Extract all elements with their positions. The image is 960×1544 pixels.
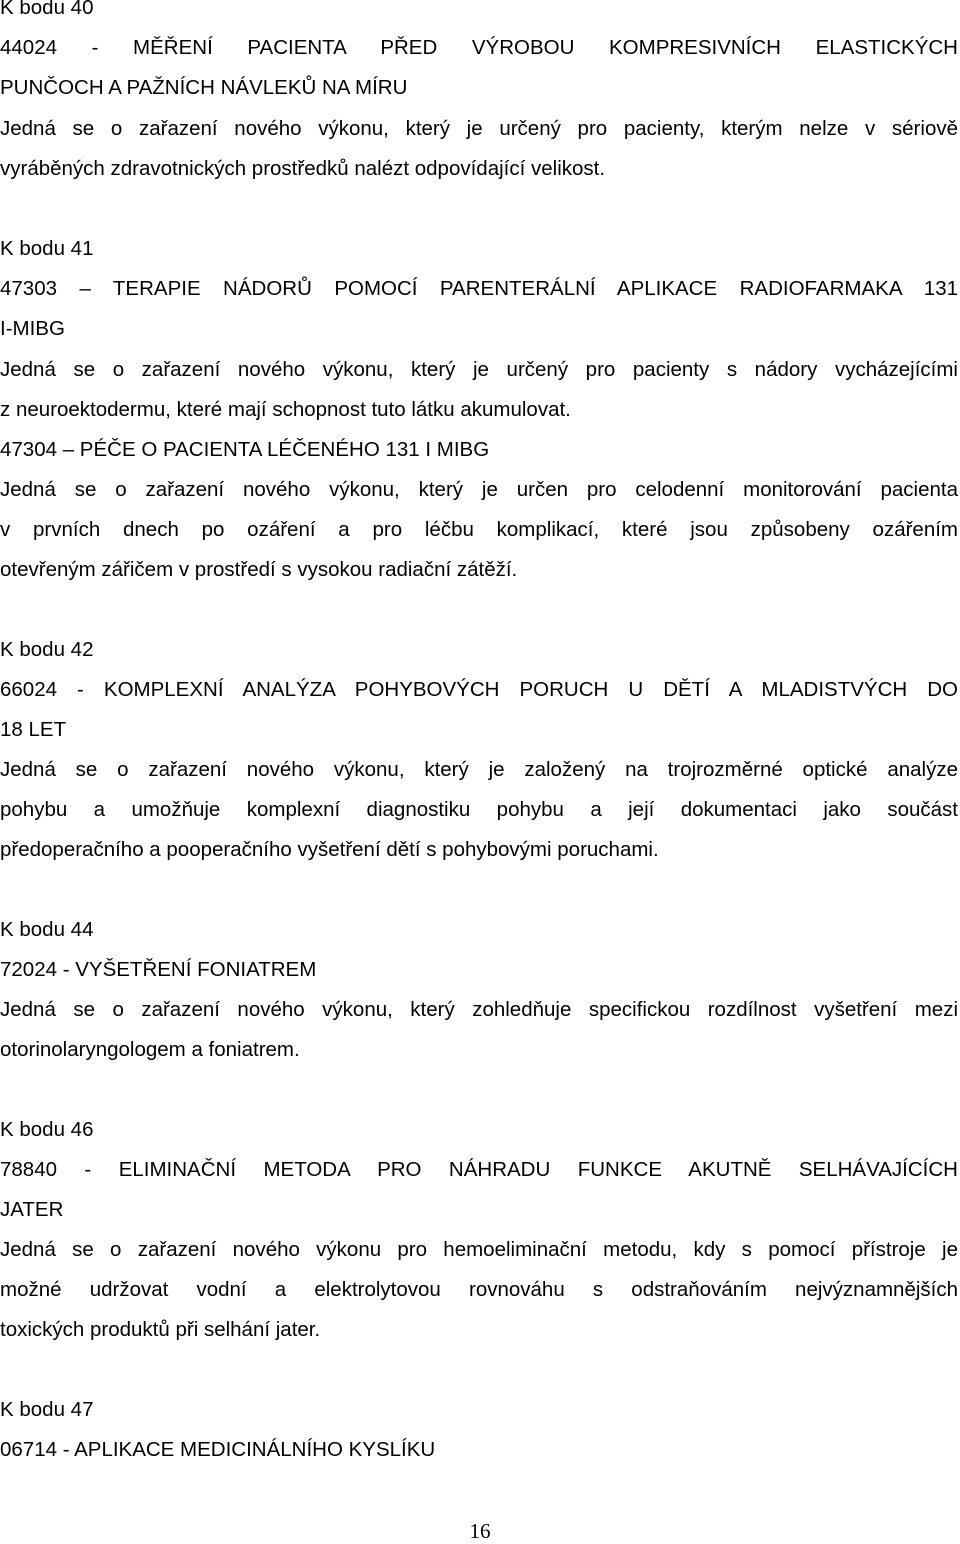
description-text: v prvních dnech po ozáření a pro léčbu komplikací, které jsou způsobeny ozářením	[0, 518, 958, 541]
procedure-title: JATER	[0, 1198, 64, 1221]
description-text: předoperačního a pooperačního vyšetření dětí s pohybovými poruchami.	[0, 838, 659, 861]
section-heading: K bodu 47	[0, 1398, 94, 1421]
description-text: Jedná se o zařazení nového výkonu pro hemoeliminační metodu, kdy s pomocí přístroje je	[0, 1238, 958, 1261]
description-text: toxických produktů při selhání jater.	[0, 1318, 321, 1341]
procedure-title: 66024 - KOMPLEXNÍ ANALÝZA POHYBOVÝCH PORUCH U DĚTÍ A MLADISTVÝCH DO	[0, 678, 958, 701]
section-heading: K bodu 41	[0, 237, 94, 260]
section-heading: K bodu 44	[0, 918, 94, 941]
description-text: otevřeným zářičem v prostředí s vysokou radiační zátěží.	[0, 558, 518, 581]
procedure-title: 18 LET	[0, 718, 67, 741]
section-heading: K bodu 46	[0, 1118, 94, 1141]
description-text: možné udržovat vodní a elektrolytovou rovnováhu s odstraňováním nejvýznamnějších	[0, 1278, 958, 1301]
procedure-title: 47304 – PÉČE O PACIENTA LÉČENÉHO 131 I MIBG	[0, 438, 490, 461]
description-text: Jedná se o zařazení nového výkonu, který je určený pro pacienty s nádory vycházejícími	[0, 358, 958, 381]
description-text: z neuroektodermu, které mají schopnost tuto látku akumulovat.	[0, 398, 571, 421]
section-heading: K bodu 42	[0, 638, 94, 661]
procedure-title: 06714 - APLIKACE MEDICINÁLNÍHO KYSLÍKU	[0, 1438, 436, 1461]
description-text: Jedná se o zařazení nového výkonu, který je určený pro pacienty, kterým nelze v sériově	[0, 117, 958, 140]
description-text: Jedná se o zařazení nového výkonu, který zohledňuje specifickou rozdílnost vyšetření mezi	[0, 998, 958, 1021]
description-text: Jedná se o zařazení nového výkonu, který je založený na trojrozměrné optické analýze	[0, 758, 958, 781]
description-text: vyráběných zdravotnických prostředků nalézt odpovídající velikost.	[0, 157, 606, 180]
description-text: Jedná se o zařazení nového výkonu, který je určen pro celodenní monitorování pacienta	[0, 478, 958, 501]
procedure-title: I-MIBG	[0, 317, 65, 340]
procedure-title: 44024 - MĚŘENÍ PACIENTA PŘED VÝROBOU KOMPRESIVNÍCH ELASTICKÝCH	[0, 36, 958, 59]
procedure-title: 72024 - VYŠETŘENÍ FONIATREM	[0, 958, 317, 981]
description-text: pohybu a umožňuje komplexní diagnostiku pohybu a její dokumentaci jako součást	[0, 798, 958, 821]
procedure-title: 47303 – TERAPIE NÁDORŮ POMOCÍ PARENTERÁLNÍ APLIKACE RADIOFARMAKA 131	[0, 277, 958, 300]
section-heading: K bodu 40	[0, 0, 94, 19]
description-text: otorinolaryngologem a foniatrem.	[0, 1038, 300, 1061]
procedure-title: 78840 - ELIMINAČNÍ METODA PRO NÁHRADU FUNKCE AKUTNĚ SELHÁVAJÍCÍCH	[0, 1158, 958, 1181]
page-number: 16	[469, 1519, 491, 1543]
procedure-title: PUNČOCH A PAŽNÍCH NÁVLEKŮ NA MÍRU	[0, 76, 408, 99]
